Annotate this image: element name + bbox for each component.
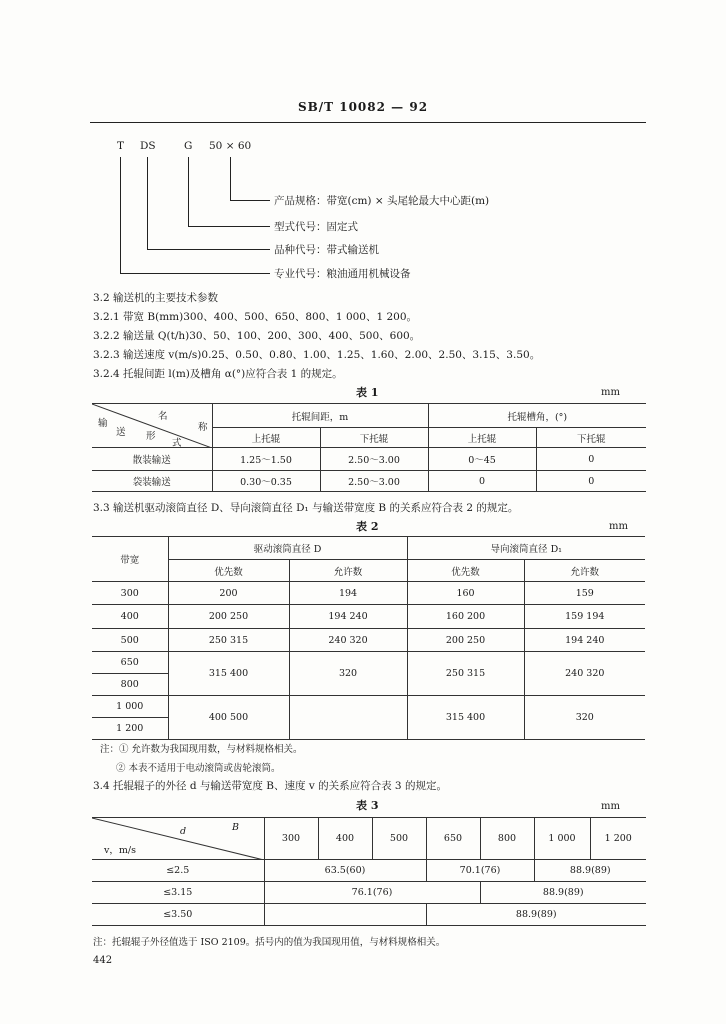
table2	[92, 536, 645, 740]
table-cell: 2.50～3.00	[320, 471, 428, 492]
code-label-variety: 品种代号：带式输送机	[274, 244, 379, 256]
section-3-3: 3.3 输送机驱动滚筒直径 D、导向滚筒直径 D₁ 与输送带宽度 B 的关系应符合表 2 的规定。	[93, 502, 519, 514]
table1-row-label: 散装输送	[92, 448, 212, 471]
table-row	[92, 652, 645, 674]
table3-speed-label: ≤2.5	[92, 860, 264, 882]
table1-subhead: 上托辊	[428, 428, 536, 448]
code-connector	[120, 157, 121, 274]
table3-width-header: 650	[426, 818, 480, 860]
table-cell: 194 240	[524, 629, 645, 652]
table-cell: 63.5(60)	[264, 860, 426, 882]
table1-subhead: 上托辊	[212, 428, 320, 448]
table1-group-spacing: 托辊间距，m	[212, 404, 428, 428]
table3-width-header: 800	[480, 818, 534, 860]
table1-corner-right: 称	[198, 422, 208, 433]
table-cell: 0	[536, 448, 646, 471]
table2-group-drive: 驱动滚筒直径 D	[168, 537, 407, 560]
code-part-t: T	[117, 140, 125, 152]
code-connector	[188, 226, 270, 227]
table-cell: 70.1(76)	[426, 860, 534, 882]
table1	[92, 403, 646, 492]
table2-band: 300	[92, 582, 168, 605]
table1-corner-left2: 送	[116, 427, 126, 438]
table-cell: 194	[289, 582, 407, 605]
table-cell	[289, 696, 407, 740]
table-row	[92, 605, 645, 629]
section-3-2: 3.2 输送机的主要技术参数	[93, 292, 219, 304]
table-cell: 159	[524, 582, 645, 605]
table-row	[92, 904, 646, 926]
header-rule	[90, 122, 646, 123]
code-connector	[230, 157, 231, 201]
table1-caption: 表 1	[356, 386, 379, 399]
table1-group-angle: 托辊槽角，(°)	[428, 404, 646, 428]
section-3-2-1: 3.2.1 带宽 B(mm)300、400、500、650、800、1 000、1 200。	[93, 311, 418, 323]
table-cell: 76.1(76)	[264, 882, 480, 904]
table2-band: 1 000	[92, 696, 168, 718]
table3-width-header: 1 200	[590, 818, 646, 860]
table2-caption: 表 2	[356, 520, 379, 533]
table1-subhead: 下托辊	[536, 428, 646, 448]
table3-width-header: 500	[372, 818, 426, 860]
table3-width-header: 300	[264, 818, 318, 860]
section-3-2-4: 3.2.4 托辊间距 l(m)及槽角 α(°)应符合表 1 的规定。	[93, 368, 343, 380]
code-connector	[188, 157, 189, 227]
table-cell: 88.9(89)	[480, 882, 646, 904]
table-cell: 160 200	[407, 605, 524, 629]
section-3-4: 3.4 托辊辊子的外径 d 与输送带宽度 B、速度 v 的关系应符合表 3 的规定。	[93, 780, 447, 792]
code-part-ds: DS	[140, 140, 156, 152]
code-connector	[147, 249, 270, 250]
table-cell: 0.30～0.35	[212, 471, 320, 492]
section-3-2-3: 3.2.3 输送速度 v(m/s)0.25、0.50、0.80、1.00、1.25、1.60、2.00、2.50、3.15、3.50。	[93, 349, 541, 361]
table3-corner-b: B	[232, 822, 239, 833]
table-cell: 0	[428, 471, 536, 492]
table-cell: 200 250	[407, 629, 524, 652]
table-cell: 194 240	[289, 605, 407, 629]
page-header: SB/T 10082 — 92	[297, 100, 429, 114]
table-cell: 250 315	[407, 652, 524, 696]
code-label-type: 型式代号：固定式	[274, 221, 358, 233]
code-connector	[120, 273, 270, 274]
table2-subhead: 优先数	[407, 560, 524, 582]
table3	[92, 817, 646, 926]
table-cell: 0～45	[428, 448, 536, 471]
table-row	[92, 471, 646, 492]
table3-speed-label: ≤3.50	[92, 904, 264, 926]
table-cell: 200	[168, 582, 289, 605]
table3-speed-label: ≤3.15	[92, 882, 264, 904]
table2-group-guide: 导向滚筒直径 D₁	[407, 537, 645, 560]
code-part-size: 50 × 60	[209, 140, 252, 152]
table3-width-header: 1 000	[534, 818, 590, 860]
table1-corner-top: 名	[158, 411, 168, 422]
table1-row-label: 袋装输送	[92, 471, 212, 492]
table2-band: 400	[92, 605, 168, 629]
table3-caption: 表 3	[356, 799, 379, 812]
section-3-2-2: 3.2.2 输送量 Q(t/h)30、50、100、200、300、400、500、600。	[93, 330, 421, 342]
table-cell: 159 194	[524, 605, 645, 629]
table-cell: 320	[289, 652, 407, 696]
code-connector	[147, 157, 148, 250]
table-row	[92, 882, 646, 904]
table2-band-header: 带宽	[92, 537, 168, 582]
table-cell: 240 320	[289, 629, 407, 652]
table2-subhead: 允许数	[289, 560, 407, 582]
table-row	[92, 582, 645, 605]
table-row	[92, 696, 645, 718]
table3-corner-d: d	[180, 826, 187, 837]
table-cell: 315 400	[168, 652, 289, 696]
table1-subhead: 下托辊	[320, 428, 428, 448]
table-cell: 0	[536, 471, 646, 492]
code-label-spec: 产品规格：带宽(cm) × 头尾轮最大中心距(m)	[274, 195, 490, 207]
code-connector	[230, 200, 270, 201]
table1-unit: mm	[601, 387, 620, 398]
table1-corner-cell	[92, 404, 212, 448]
table-cell: 400 500	[168, 696, 289, 740]
table3-width-header: 400	[318, 818, 372, 860]
table2-unit: mm	[609, 521, 628, 532]
table3-corner-cell	[92, 818, 264, 860]
table2-subhead: 优先数	[168, 560, 289, 582]
table1-corner-mid: 形	[146, 431, 156, 442]
table1-corner-left1: 输	[98, 418, 108, 429]
table-cell: 88.9(89)	[534, 860, 646, 882]
code-part-g: G	[184, 140, 193, 152]
table-cell: 160	[407, 582, 524, 605]
table-cell: 1.25～1.50	[212, 448, 320, 471]
table3-note: 注：托辊辊子外径值选于 ISO 2109。括号内的值为我国现用值，与材料规格相关。	[93, 937, 446, 948]
table2-note-2: ② 本表不适用于电动滚筒或齿轮滚筒。	[116, 763, 281, 774]
table-cell: 250 315	[168, 629, 289, 652]
table2-subhead: 允许数	[524, 560, 645, 582]
table-row	[92, 629, 645, 652]
table-cell: 2.50～3.00	[320, 448, 428, 471]
table-row	[92, 860, 646, 882]
table-cell: 88.9(89)	[426, 904, 646, 926]
table2-band: 800	[92, 674, 168, 696]
code-label-specialty: 专业代号：粮油通用机械设备	[274, 268, 411, 280]
table-cell: 240 320	[524, 652, 645, 696]
table3-unit: mm	[601, 801, 620, 812]
table2-band: 650	[92, 652, 168, 674]
table-cell	[264, 904, 426, 926]
table2-band: 1 200	[92, 718, 168, 740]
page-number: 442	[93, 955, 113, 966]
table2-band: 500	[92, 629, 168, 652]
table2-note-1: 注：① 允许数为我国现用数，与材料规格相关。	[100, 744, 303, 755]
table-row	[92, 448, 646, 471]
table-cell: 200 250	[168, 605, 289, 629]
table-cell: 315 400	[407, 696, 524, 740]
table1-corner-bottom: 式	[172, 438, 182, 449]
table3-corner-v: v，m/s	[104, 845, 136, 856]
table-cell: 320	[524, 696, 645, 740]
